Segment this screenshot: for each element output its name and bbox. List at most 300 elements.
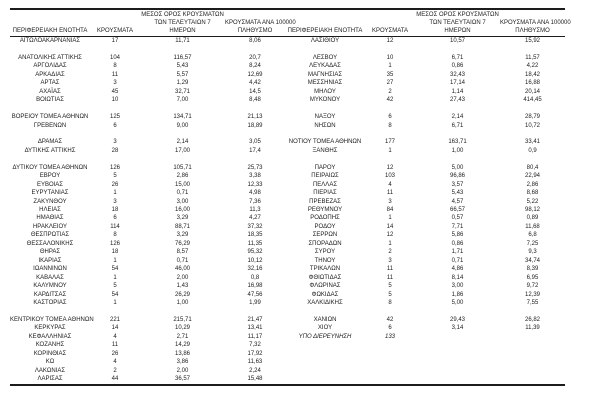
table-row (10, 198, 565, 206)
left-region-cell: ΗΛΕΙΑΣ (39, 207, 61, 213)
right-region-cell: ΤΡΙΚΑΛΩΝ (309, 266, 341, 273)
right-region-cell: ΧΑΛΚΙΔΙΚΗΣ (307, 299, 343, 306)
table-row (10, 375, 565, 384)
left-region-cell: ΒΟΙΩΤΙΑΣ (36, 97, 64, 104)
left-avg7-cell: 9,00 (176, 122, 189, 129)
left-per100k-cell (225, 105, 285, 113)
left-cases-cell: 2 (113, 367, 117, 374)
right-region-cell (285, 375, 365, 384)
right-per100k-cell: 9,72 (526, 283, 539, 290)
left-avg7-cell: 3,00 (176, 198, 189, 205)
left-avg7-cell: 15,00 (174, 181, 190, 188)
left-region-cell: ΚΟΡΙΝΘΙΑΣ (33, 350, 67, 357)
table-row (10, 282, 565, 290)
right-per100k-cell: 22,94 (524, 173, 540, 180)
left-avg7-cell: 2,00 (176, 367, 189, 374)
right-avg7-cell: 29,43 (449, 316, 465, 323)
left-cases-cell: 1 (113, 299, 117, 306)
table-row (10, 37, 565, 46)
table-row (10, 265, 565, 273)
right-per100k-cell: 33,41 (524, 139, 540, 146)
left-region-cell (10, 45, 90, 53)
right-cases-cell: 4 (388, 181, 392, 188)
right-region-cell: ΠΡΕΒΕΖΑΣ (309, 198, 341, 205)
right-region-cell (285, 45, 365, 53)
right-per100k-cell: 6,95 (526, 274, 539, 281)
left-per100k-cell: 95,32 (247, 249, 263, 256)
right-region-cell: ΜΗΛΟΥ (314, 88, 336, 95)
right-cases-cell (365, 367, 415, 375)
left-cases-cell: 8 (113, 232, 117, 239)
left-cases-cell: 44 (111, 376, 119, 383)
left-avg7-cell: 16,00 (174, 207, 190, 213)
left-per100k-cell: 8,24 (249, 63, 261, 70)
right-avg7-cell: 2,14 (451, 114, 464, 121)
right-cases-cell: 133 (384, 333, 395, 340)
left-avg7-cell (140, 105, 225, 113)
table-row (10, 54, 565, 62)
right-cases-cell (365, 130, 415, 138)
right-region-cell: ΣΥΡΟΥ (314, 249, 336, 256)
left-region-cell: ΚΩ (45, 359, 55, 366)
right-per100k-cell (500, 130, 565, 138)
right-avg7-cell (415, 155, 500, 163)
left-cases-cell: 104 (109, 54, 120, 61)
right-region-cell: ΣΕΡΡΩΝ (312, 232, 338, 239)
right-avg7-cell (415, 341, 500, 349)
right-region-cell: ΦΩΚΙΔΑΣ (311, 291, 339, 298)
right-region-cell (285, 130, 365, 138)
right-avg7-cell: 1,14 (451, 88, 464, 95)
table-row (10, 350, 565, 358)
left-region-cell: ΕΥΡΥΤΑΝΙΑΣ (31, 190, 69, 197)
right-region-cell: ΣΠΟΡΑΔΩΝ (308, 240, 342, 247)
right-per100k-cell: 98,12 (524, 207, 540, 213)
right-per100k-cell: 6,8 (528, 232, 537, 239)
left-avg7-cell (140, 130, 225, 138)
right-cases-cell: 12 (386, 164, 394, 171)
header-avg7-left-line1: ΜΕΣΟΣ ΟΡΟΣ ΚΡΟΥΣΜΑΤΩΝ (141, 12, 224, 18)
left-per100k-cell: 47,56 (247, 291, 263, 298)
right-region-cell: ΝΑΞΟΥ (314, 114, 336, 121)
left-avg7-cell: 0,71 (176, 257, 189, 264)
right-avg7-cell (415, 358, 500, 366)
left-per100k-cell: 4,27 (249, 215, 261, 222)
left-per100k-cell: 25,73 (247, 164, 263, 171)
left-region-cell: ΑΧΑΪΑΣ (39, 88, 61, 95)
left-avg7-cell: 13,86 (174, 350, 190, 357)
header-region-right-label: ΠΕΡΙΦΕΡΕΙΑΚΗ ΕΝΟΤΗΤΑ (287, 28, 363, 34)
right-cases-cell: 42 (386, 316, 394, 323)
left-cases-cell: 6 (113, 122, 117, 129)
left-avg7-cell: 14,29 (174, 342, 190, 349)
right-region-cell (285, 367, 365, 375)
left-region-cell: ΕΥΒΟΙΑΣ (36, 181, 64, 188)
left-per100k-cell: 13,41 (247, 325, 263, 332)
right-per100k-cell: 16,88 (524, 80, 540, 87)
left-per100k-cell (225, 155, 285, 163)
right-per100k-cell (500, 375, 565, 384)
table-row (10, 88, 565, 96)
right-cases-cell: 6 (388, 114, 392, 121)
left-per100k-cell: 17,4 (249, 147, 261, 154)
right-cases-cell: 3 (388, 198, 392, 205)
right-avg7-cell: 8,14 (451, 274, 464, 281)
left-per100k-cell: 15,48 (247, 376, 263, 383)
left-cases-cell: 10 (111, 97, 119, 104)
right-region-cell: ΡΕΘΥΜΝΟΥ (307, 207, 343, 213)
header-row (10, 9, 565, 37)
right-avg7-cell: 6,71 (451, 122, 464, 129)
right-region-cell (285, 155, 365, 163)
right-avg7-cell: 17,14 (449, 80, 465, 87)
left-cases-cell: 126 (109, 240, 120, 247)
right-avg7-cell: 0,57 (451, 215, 464, 222)
left-cases-cell: 5 (113, 283, 117, 290)
right-per100k-cell: 28,79 (524, 114, 540, 121)
spacer-row (10, 307, 565, 315)
left-cases-cell: 3 (113, 80, 117, 87)
left-cases-cell: 4 (113, 333, 117, 340)
left-avg7-cell: 46,00 (174, 266, 190, 273)
right-cases-cell (365, 375, 415, 384)
right-per100k-cell (500, 105, 565, 113)
right-per100k-cell: 8,39 (526, 266, 539, 273)
left-cases-cell: 28 (111, 147, 119, 154)
table-row (10, 316, 565, 324)
left-cases-cell: 18 (111, 207, 119, 213)
left-avg7-cell: 105,71 (173, 164, 192, 171)
left-cases-cell: 17 (111, 38, 119, 44)
left-cases-cell: 114 (110, 223, 120, 230)
left-avg7-cell: 116,57 (173, 54, 192, 61)
right-per100k-cell: 0,9 (528, 147, 537, 154)
right-cases-cell (365, 341, 415, 349)
right-per100k-cell: 34,74 (524, 257, 540, 264)
left-avg7-cell: 3,29 (176, 215, 189, 222)
right-cases-cell: 1 (388, 240, 392, 247)
left-per100k-cell: 17,92 (247, 350, 263, 357)
right-avg7-cell: 4,57 (451, 198, 464, 205)
right-region-cell: ΠΙΕΡΙΑΣ (313, 190, 337, 197)
right-per100k-cell: 12,39 (524, 291, 540, 298)
right-region-cell: ΧΑΝΙΩΝ (313, 316, 337, 323)
left-cases-cell: 3 (113, 139, 117, 146)
left-avg7-cell: 134,71 (173, 114, 192, 121)
left-region-cell: ΑΡΓΟΛΙΔΑΣ (33, 63, 67, 70)
right-cases-cell: 2 (388, 249, 392, 256)
left-region-cell: ΖΑΚΥΝΘΟΥ (33, 198, 67, 205)
table-row (10, 172, 565, 180)
left-avg7-cell: 76,29 (174, 240, 190, 247)
table-row (10, 214, 565, 222)
right-per100k-cell: 11,39 (525, 325, 540, 332)
right-cases-cell: 1 (388, 215, 392, 222)
left-per100k-cell: 2,24 (249, 367, 261, 374)
right-per100k-cell (500, 350, 565, 358)
left-cases-cell: 221 (109, 316, 120, 323)
left-avg7-cell: 5,57 (176, 71, 189, 78)
header-per100k-right-line2: ΠΛΗΘΥΣΜΟ (515, 28, 550, 34)
right-per100k-cell: 11,68 (525, 223, 540, 230)
right-per100k-cell: 5,22 (526, 198, 539, 205)
header-region-left (10, 9, 90, 37)
left-per100k-cell (225, 307, 285, 315)
table-row (10, 122, 565, 130)
header-cases-left-label: ΚΡΟΥΣΜΑΤΑ (97, 28, 133, 34)
right-per100k-cell: 414,45 (523, 97, 542, 104)
table-row (10, 206, 565, 214)
right-region-cell: ΥΠΟ ΔΙΕΡΕΥΝΗΣΗ (298, 333, 352, 340)
left-per100k-cell: 21,13 (247, 114, 263, 121)
header-region-right (285, 9, 365, 37)
left-per100k-cell: 10,12 (247, 257, 263, 264)
left-per100k-cell: 18,89 (247, 122, 263, 129)
left-region-cell: ΚΕΡΚΥΡΑΣ (34, 325, 66, 332)
left-per100k-cell: 1,99 (249, 299, 261, 306)
right-avg7-cell (415, 367, 500, 375)
right-avg7-cell: 1,86 (451, 291, 464, 298)
right-avg7-cell: 5,86 (451, 232, 464, 239)
table-row (10, 189, 565, 197)
header-per100k-left (225, 9, 296, 37)
header-per100k-left-line1: ΚΡΟΥΣΜΑΤΑ ΑΝΑ 100000 (225, 20, 296, 26)
header-per100k-right-line1: ΚΡΟΥΣΜΑΤΑ ΑΝΑ 100000 (500, 20, 571, 26)
right-per100k-cell: 8,68 (526, 190, 539, 197)
table-row (10, 358, 565, 366)
right-cases-cell (365, 155, 415, 163)
right-region-cell (285, 307, 365, 315)
left-region-cell: ΔΥΤΙΚΟΥ ΤΟΜΕΑ ΑΘΗΝΩΝ (12, 164, 88, 171)
left-cases-cell (90, 130, 140, 138)
right-region-cell: ΛΑΣΙΘΙΟΥ (310, 38, 340, 44)
right-per100k-cell (500, 367, 565, 375)
left-cases-cell: 45 (111, 88, 119, 95)
left-region-cell: ΑΡΚΑΔΙΑΣ (35, 71, 65, 78)
table-row (10, 299, 565, 307)
left-per100k-cell: 16,98 (247, 283, 263, 290)
right-cases-cell: 11 (386, 266, 394, 273)
left-avg7-cell: 1,43 (176, 283, 189, 290)
left-region-cell (10, 130, 90, 138)
right-avg7-cell: 4,86 (451, 266, 464, 273)
right-avg7-cell: 96,86 (449, 173, 465, 180)
left-per100k-cell: 11,35 (247, 240, 263, 247)
right-cases-cell: 84 (386, 207, 394, 213)
right-region-cell: ΡΟΔΟΥ (314, 223, 336, 230)
right-avg7-cell (415, 105, 500, 113)
right-avg7-cell (415, 130, 500, 138)
right-region-cell: ΠΕΙΡΑΙΩΣ (311, 173, 339, 180)
right-avg7-cell: 27,43 (449, 97, 465, 104)
right-per100k-cell: 9,3 (528, 249, 537, 256)
right-per100k-cell (500, 45, 565, 53)
right-cases-cell (365, 105, 415, 113)
left-per100k-cell: 3,05 (249, 139, 261, 146)
left-region-cell: ΚΑΒΑΛΑΣ (36, 274, 64, 281)
left-cases-cell: 8 (113, 63, 117, 70)
right-cases-cell (365, 45, 415, 53)
left-cases-cell: 125 (109, 114, 120, 121)
right-cases-cell: 10 (386, 54, 394, 61)
right-cases-cell: 5 (388, 283, 392, 290)
left-cases-cell: 6 (113, 215, 117, 222)
header-per100k-left-line2: ΠΛΗΘΥΣΜΟ (237, 28, 273, 34)
left-region-cell: ΛΑΡΙΣΑΣ (37, 376, 63, 383)
right-per100k-cell (500, 307, 565, 315)
left-region-cell (10, 105, 90, 113)
left-avg7-cell: 215,71 (173, 316, 192, 323)
table-row (10, 333, 565, 341)
left-avg7-cell: 0,71 (176, 190, 189, 197)
header-avg7-right (415, 9, 500, 37)
left-region-cell: ΓΡΕΒΕΝΩΝ (33, 122, 67, 129)
left-cases-cell: 14 (111, 325, 119, 332)
right-cases-cell: 5 (388, 291, 392, 298)
right-per100k-cell: 15,92 (524, 38, 540, 44)
left-cases-cell (90, 45, 140, 53)
left-avg7-cell: 36,57 (174, 376, 190, 383)
right-avg7-cell: 0,86 (451, 63, 464, 70)
left-avg7-cell (140, 155, 225, 163)
table-row (10, 274, 565, 282)
table-row (10, 257, 565, 265)
right-avg7-cell: 3,14 (451, 325, 464, 332)
right-avg7-cell (415, 350, 500, 358)
left-avg7-cell (140, 45, 225, 53)
right-cases-cell: 35 (386, 71, 394, 78)
left-avg7-cell: 3,29 (176, 232, 189, 239)
right-avg7-cell: 1,71 (451, 249, 464, 256)
left-avg7-cell: 2,00 (176, 274, 189, 281)
left-avg7-cell: 1,29 (176, 80, 189, 87)
left-per100k-cell: 12,33 (247, 181, 263, 188)
left-cases-cell: 1 (113, 257, 117, 264)
left-per100k-cell: 7,32 (249, 342, 261, 349)
right-cases-cell: 1 (388, 147, 392, 154)
left-per100k-cell: 7,36 (249, 198, 261, 205)
left-region-cell: ΘΕΣΠΡΩΤΙΑΣ (30, 232, 70, 239)
left-cases-cell: 1 (113, 190, 117, 197)
right-region-cell: ΧΙΟΥ (317, 325, 333, 332)
left-region-cell: ΚΑΡΔΙΤΣΑΣ (33, 291, 67, 298)
left-cases-cell (90, 307, 140, 315)
right-cases-cell: 8 (388, 299, 392, 306)
left-region-cell: ΑΡΤΑΣ (40, 80, 60, 87)
right-region-cell: ΛΕΥΚΑΔΑΣ (309, 63, 341, 70)
right-per100k-cell: 0,89 (526, 215, 539, 222)
left-region-cell: ΙΩΑΝΝΙΝΩΝ (33, 266, 67, 273)
left-region-cell: ΚΕΦΑΛΛΗΝΙΑΣ (28, 333, 72, 340)
left-per100k-cell: 14,5 (249, 88, 261, 95)
left-cases-cell: 26 (111, 350, 119, 357)
left-avg7-cell: 1,00 (176, 299, 189, 306)
left-region-cell (10, 307, 90, 315)
right-cases-cell: 6 (388, 325, 392, 332)
right-cases-cell: 103 (384, 173, 395, 180)
left-per100k-cell: 20,7 (249, 54, 261, 61)
right-avg7-cell: 3,00 (451, 283, 464, 290)
left-avg7-cell: 2,14 (176, 139, 189, 146)
right-per100k-cell: 20,14 (524, 88, 540, 95)
left-per100k-cell (225, 45, 285, 53)
table-body (10, 37, 565, 385)
right-per100k-cell: 2,86 (526, 181, 539, 188)
left-cases-cell: 126 (109, 164, 120, 171)
left-per100k-cell: 11,17 (247, 333, 263, 340)
table-row (10, 96, 565, 104)
right-per100k-cell (500, 341, 565, 349)
left-cases-cell: 1 (113, 274, 117, 281)
right-region-cell (285, 341, 365, 349)
right-avg7-cell: 10,57 (449, 38, 465, 44)
left-cases-cell: 54 (111, 266, 119, 273)
left-region-cell: ΒΟΡΕΙΟΥ ΤΟΜΕΑ ΑΘΗΝΩΝ (11, 114, 89, 121)
right-avg7-cell: 0,86 (451, 240, 464, 247)
right-per100k-cell (500, 155, 565, 163)
header-avg7-left (140, 9, 225, 37)
left-cases-cell: 4 (113, 359, 117, 366)
right-per100k-cell: 4,22 (526, 63, 539, 70)
spacer-row (10, 45, 565, 53)
right-avg7-cell (415, 375, 500, 384)
right-avg7-cell: 7,71 (451, 223, 464, 230)
header-avg7-right-line1: ΜΕΣΟΣ ΟΡΟΣ ΚΡΟΥΣΜΑΤΩΝ (416, 12, 499, 18)
left-per100k-cell: 21,47 (247, 316, 263, 323)
left-per100k-cell: 37,32 (247, 223, 263, 230)
table-row (10, 147, 565, 155)
left-cases-cell: 5 (113, 173, 117, 180)
table-row (10, 164, 565, 172)
left-region-cell: ΚΕΝΤΡΙΚΟΥ ΤΟΜΕΑ ΑΘΗΝΩΝ (10, 316, 94, 323)
header-avg7-right-line2: ΤΩΝ ΤΕΛΕΥΤΑΙΩΝ 7 (429, 20, 486, 26)
left-region-cell: ΘΕΣΣΑΛΟΝΙΚΗΣ (26, 240, 74, 247)
right-region-cell: ΜΑΓΝΗΣΙΑΣ (307, 71, 343, 78)
left-cases-cell: 11 (111, 71, 119, 78)
right-per100k-cell: 80,4 (526, 164, 539, 171)
left-avg7-cell: 5,43 (176, 63, 189, 70)
right-avg7-cell (415, 45, 500, 53)
table-row (10, 71, 565, 79)
left-avg7-cell: 2,71 (176, 333, 189, 340)
right-region-cell: ΝΗΣΩΝ (314, 122, 336, 129)
right-avg7-cell: 66,57 (449, 207, 465, 213)
right-avg7-cell: 1,00 (451, 147, 464, 154)
table-header (10, 9, 571, 37)
right-region-cell: ΜΥΚΟΝΟΥ (309, 97, 341, 104)
right-cases-cell: 11 (386, 274, 394, 281)
left-region-cell: ΙΚΑΡΙΑΣ (38, 257, 62, 264)
header-avg7-right-line3: ΗΜΕΡΩΝ (444, 28, 471, 34)
right-avg7-cell: 3,57 (451, 181, 464, 188)
table-row (10, 113, 565, 121)
table-row (10, 138, 565, 146)
left-avg7-cell: 32,71 (174, 88, 190, 95)
right-avg7-cell: 6,71 (451, 54, 464, 61)
table-row (10, 324, 565, 332)
left-per100k-cell: 4,42 (249, 80, 261, 87)
left-region-cell: ΚΑΛΥΜΝΟΥ (33, 283, 67, 290)
right-per100k-cell (500, 333, 565, 341)
left-region-cell: ΚΑΣΤΟΡΙΑΣ (33, 299, 67, 306)
left-per100k-cell: 32,16 (247, 266, 263, 273)
right-per100k-cell: 26,82 (524, 316, 540, 323)
left-avg7-cell: 7,00 (176, 97, 189, 104)
right-cases-cell (365, 350, 415, 358)
right-cases-cell: 42 (386, 97, 394, 104)
table-row (10, 231, 565, 239)
header-cases-left (90, 9, 140, 37)
